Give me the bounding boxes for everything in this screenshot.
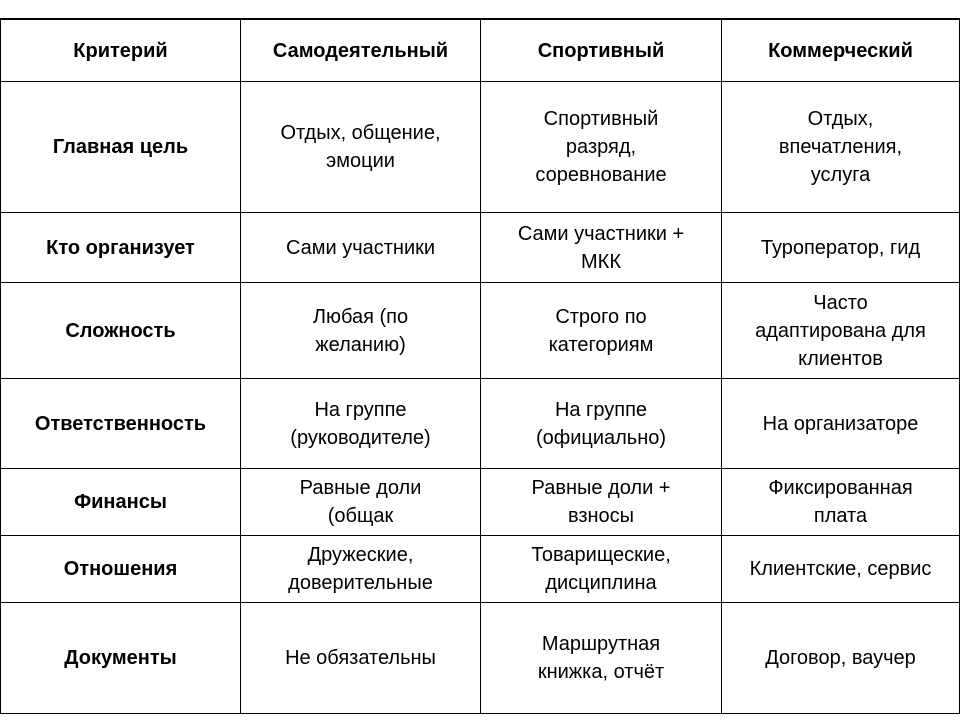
cell-line: (общак — [327, 505, 394, 527]
table-row — [1, 283, 960, 379]
cell-line: МКК — [581, 250, 621, 273]
cell-sport — [481, 213, 722, 283]
cell-line: Строго по — [555, 305, 647, 328]
row-label-finance: Финансы — [1, 469, 241, 536]
cell-line: доверительные — [288, 572, 433, 594]
cell-line: соревнование — [535, 164, 667, 186]
cell-line: Сами участники + — [517, 222, 685, 245]
header-row — [1, 19, 960, 82]
cell-commercial — [722, 213, 960, 283]
cell-sport — [481, 603, 722, 714]
cell-sport — [481, 469, 722, 536]
cell-line: категориям — [548, 333, 654, 356]
cell-line: адаптирована для — [755, 319, 926, 342]
header-criterion: Критерий — [1, 19, 241, 82]
cell-line: Часто — [813, 291, 868, 314]
cell-line: Равные доли + — [531, 477, 671, 499]
cell-amateur — [241, 603, 481, 714]
cell-commercial — [722, 82, 960, 213]
cell-line: Клиентские, сервис — [749, 558, 932, 580]
row-label-complexity: Сложность — [1, 283, 241, 379]
cell-line: клиентов — [798, 347, 883, 370]
cell-line: Дружеские, — [307, 544, 414, 566]
cell-line: впечатления, — [778, 136, 903, 158]
cell-line: услуга — [810, 164, 871, 186]
table-row — [1, 379, 960, 469]
cell-sport — [481, 379, 722, 469]
cell-line: (руководителе) — [290, 426, 431, 449]
cell-line: Отдых, общение, — [280, 122, 441, 144]
cell-line: Маршрутная — [541, 633, 661, 655]
cell-line: разряд, — [565, 136, 637, 158]
cell-line: Туроператор, гид — [760, 236, 921, 259]
cell-line: Сами участники — [285, 236, 436, 259]
row-label-main-goal: Главная цель — [1, 82, 241, 213]
cell-line: (официально) — [535, 426, 667, 449]
table-row — [1, 536, 960, 603]
row-label-documents: Документы — [1, 603, 241, 714]
cell-line: Не обязательны — [285, 647, 436, 669]
cell-amateur — [241, 82, 481, 213]
table-row — [1, 82, 960, 213]
header-sport: Спортивный — [481, 19, 722, 82]
cell-line: плата — [813, 505, 868, 527]
row-label-relations: Отношения — [1, 536, 241, 603]
cell-line: дисциплина — [545, 572, 657, 594]
cell-line: Фиксированная — [768, 477, 913, 499]
cell-commercial — [722, 379, 960, 469]
cell-line: Договор, ваучер — [765, 647, 916, 669]
header-amateur: Самодеятельный — [241, 19, 481, 82]
cell-line: Любая (по — [312, 305, 409, 328]
cell-line: желанию) — [315, 333, 406, 356]
row-label-organizer: Кто организует — [1, 213, 241, 283]
cell-line: На группе — [314, 398, 407, 421]
cell-line: Отдых, — [807, 108, 874, 130]
cell-line: Равные доли — [299, 477, 422, 499]
cell-line: На организаторе — [762, 412, 919, 435]
cell-commercial — [722, 469, 960, 536]
cell-sport — [481, 82, 722, 213]
cell-sport — [481, 536, 722, 603]
cell-amateur — [241, 213, 481, 283]
cell-line: книжка, отчёт — [537, 661, 665, 683]
cell-line: взносы — [567, 505, 635, 527]
cell-amateur — [241, 469, 481, 536]
cell-amateur — [241, 283, 481, 379]
row-label-responsibility: Ответственность — [1, 379, 241, 469]
header-commercial: Коммерческий — [722, 19, 960, 82]
comparison-table — [0, 18, 960, 714]
cell-amateur — [241, 379, 481, 469]
table-row — [1, 603, 960, 714]
cell-amateur — [241, 536, 481, 603]
cell-line: эмоции — [326, 150, 395, 172]
cell-commercial — [722, 536, 960, 603]
cell-commercial — [722, 603, 960, 714]
cell-sport — [481, 283, 722, 379]
cell-line: Товарищеские, — [531, 544, 671, 566]
table-row — [1, 469, 960, 536]
cell-line: Спортивный — [543, 108, 659, 130]
table-row — [1, 213, 960, 283]
cell-commercial — [722, 283, 960, 379]
cell-line: На группе — [554, 398, 648, 421]
